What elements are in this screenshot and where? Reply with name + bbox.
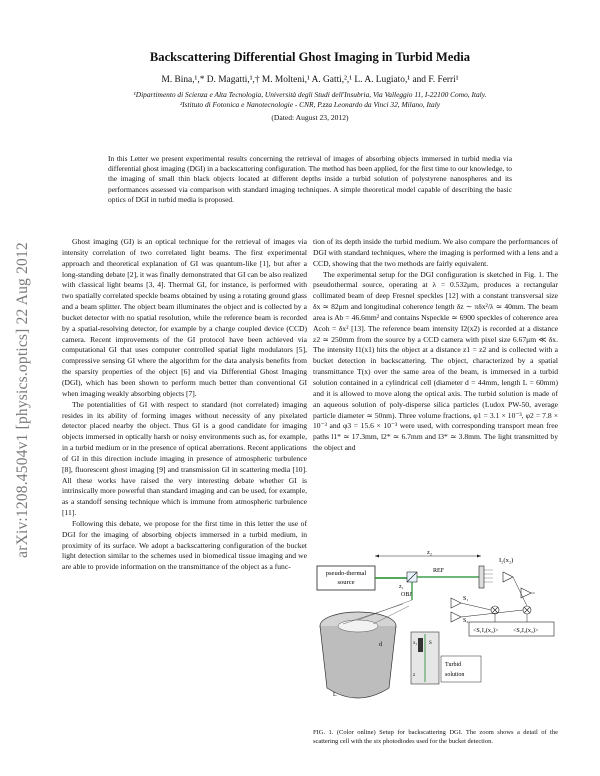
corr2-label: <S₂I₂(x₂)> — [513, 628, 539, 634]
paragraph: Following this debate, we propose for the first time in this letter the use of DGI for the imaging of absorbing objects immersed in a turbid medium, in proximity of its surface. We adopt a backscattering configuration of the bucket light detection similar to the schemes used in biomedical tissue imaging and we are able to provide information on the transmittance of the object as a func- — [62, 518, 307, 572]
setup-diagram-svg — [313, 548, 558, 713]
paper-title: Backscattering Differential Ghost Imaging in Turbid Media — [149, 50, 471, 64]
obj-label: OBJ — [401, 592, 412, 598]
dated-line: (Dated: August 23, 2012) — [271, 113, 349, 122]
black-object — [418, 638, 423, 652]
paragraph: tion of its depth inside the turbid medium. We also compare the performances of DGI with standard techniques, where the imaging is performed with a lens and a CCD, showing that the two methods are fairly equivalent. — [313, 237, 558, 268]
zt-label: z — [413, 673, 416, 678]
s2-label: S₂ — [463, 618, 469, 624]
i2-label: I₂(x₂) — [499, 557, 514, 564]
paragraph: The potentialities of GI with respect to standard (not correlated) imaging resides in its ability of forming images without necessity of any pixelated detector placed nearby the object. Thus GI is a good candidate for imaging objects immersed in optically harsh or noisy environments such as, for example, in a turbid medium or in the presence of optical aberrations. Recent applications of GI in this direction include imaging in presence of atmospheric turbulence [8], fluorescent ghost imaging [9] and transmission GI in scattering media [10]. All these works have raised the very interesting debate whether GI is intrinsically more powerful than standard imaging and can be used, for example, as a standoff sensing technique which is immune from atmospheric turbulence [11]. — [62, 399, 307, 518]
affiliation-2: ²Istituto di Fotonica e Nanotecnologie - CNR, P.zza Leonardo da Vinci 32, Milano, Italy — [179, 100, 441, 109]
s1-label: S₁ — [463, 596, 469, 602]
source-label-1: pseudo-thermal — [325, 570, 367, 577]
z2-label: z₂ — [427, 549, 433, 556]
figure-1-setup-diagram — [313, 548, 558, 713]
source-label-2: source — [337, 579, 355, 586]
z1-label: z₁ — [399, 584, 404, 590]
s2-photodiode — [451, 612, 461, 622]
l-label: L — [333, 692, 337, 698]
turbid-label-2: solution — [445, 672, 465, 678]
cell-body — [320, 626, 396, 698]
ref-label: REF — [433, 568, 445, 574]
right-column — [313, 237, 558, 454]
arxiv-identifier: arXiv:1208.4504v1 [physics.optics] 22 Aug 2012 — [14, 242, 31, 558]
paragraph: Ghost imaging (GI) is an optical technique for the retrieval of images via intensity correlation of two correlated light beams. The first experimental approach and theoretical explanation of GI was quantum-like [1], but after a long-standing debate [2], it was finally demonstrated that GI can be also realized with classical light beams [3, 4]. Thermal GI, for instance, is performed with two spatially correlated speckle beams obtained by using a rotating ground glass and a beam splitter. The object beam illuminates the object and is collected by a bucket detector with no spatial resolution, while the reference beam is recorded by a spatial-resolving detector, for example by a charge coupled device (CCD) camera. Recent improvements of the GI protocol have been achieved via computational GI that uses computer controlled spatial light modulators [5], compressive sensing GI where the algorithm for the data analysis benefits from the sparsity properties of the object [6] and via Differential Ghost Imaging (DGI), which has been shown to perform much better than conventional GI when imaging weakly absorbing objects [7]. — [62, 237, 307, 398]
amplifier-1 — [503, 572, 513, 582]
arxiv-watermark — [10, 190, 36, 610]
d-label: d — [379, 642, 382, 648]
turbid-label-1: Turbid — [445, 662, 462, 668]
affiliation-1: ¹Dipartimento di Scienza e Alta Tecnologia, Università degli Studi dell'Insubria, Via Valleggio 11, I-22100 Como, Italy. — [133, 90, 487, 99]
ccd-camera — [479, 566, 484, 588]
figure-caption: FIG. 1. (Color online) Setup for backscattering DGI. The zoom shows a detail of the scattering cell with the six photodiodes used for the bucket detection. — [313, 729, 558, 745]
left-column — [62, 237, 307, 573]
abstract: In this Letter we present experimental results concerning the retrieval of images of absorbing objects immersed in turbid media via differential ghost imaging (DGI) in a backscattering configuration. The method has been applied, for the first time to our knowledge, to the imaging of small thin black objects located at different depths inside a turbid solution of polystyrene nanospheres and its performances assessed via comparison with standard imaging techniques. A simple theoretical model capable of describing the basic optics of DGI in turbid media is proposed. — [108, 154, 512, 204]
s1-photodiode — [451, 598, 461, 608]
s-label: S — [429, 641, 432, 646]
turbid-label-box — [441, 656, 481, 682]
x1-label: x₁ — [413, 641, 418, 646]
author-list: M. Bina,¹,* D. Magatti,¹,† M. Molteni,¹ A. Gatti,²,¹ L. A. Lugiato,¹ and F. Ferri¹ — [161, 75, 459, 85]
paragraph: The experimental setup for the DGI configuration is sketched in Fig. 1. The pseudothermal source, operating at λ = 0.532μm, produces a rectangular collimated beam of deep Fresnel speckles [12] with a constant transversal size δx ≃ 82μm and longitudinal coherence length δz ∼ πδx²/λ ≃ 40mm. The beam area is Ab = 46.6mm² and contains Nspeckle ≃ 6900 speckles of coherence area Acoh = δx² [13]. The reference beam intensity I2(x2) is recorded at a distance z2 ≃ 250mm from the source by a CCD camera with pixel size 6.67μm ≪ δx. The intensity I1(x1) hits the object at a distance z1 = z2 and is collected with a bucket detection in backscattering. The object, characterized by a spatial transmittance T(x) over the same area of the beam, is immersed in a turbid solution contained in a cylindrical cell (diameter d = 44mm, length L = 60mm) and it is allowed to move along the optical axis. The turbid solution is made of an aqueous solution of poly-disperse silica particles (Ludox PW-50, average particle diameter ≃ 50nm). Three volume fractions, φ1 = 3.1 × 10⁻³, φ2 = 7.8 × 10⁻³ and φ3 = 15.6 × 10⁻³ were used, with corresponding transport mean free paths l1* ≃ 17.3mm, l2* ≃ 6.7mm and l3* ≃ 3.8mm. The light transmitted by the object and — [313, 269, 558, 453]
corr1-label: <S₁I₂(x₂)> — [473, 628, 499, 634]
paper-header — [50, 50, 570, 122]
cell-window — [338, 620, 378, 632]
